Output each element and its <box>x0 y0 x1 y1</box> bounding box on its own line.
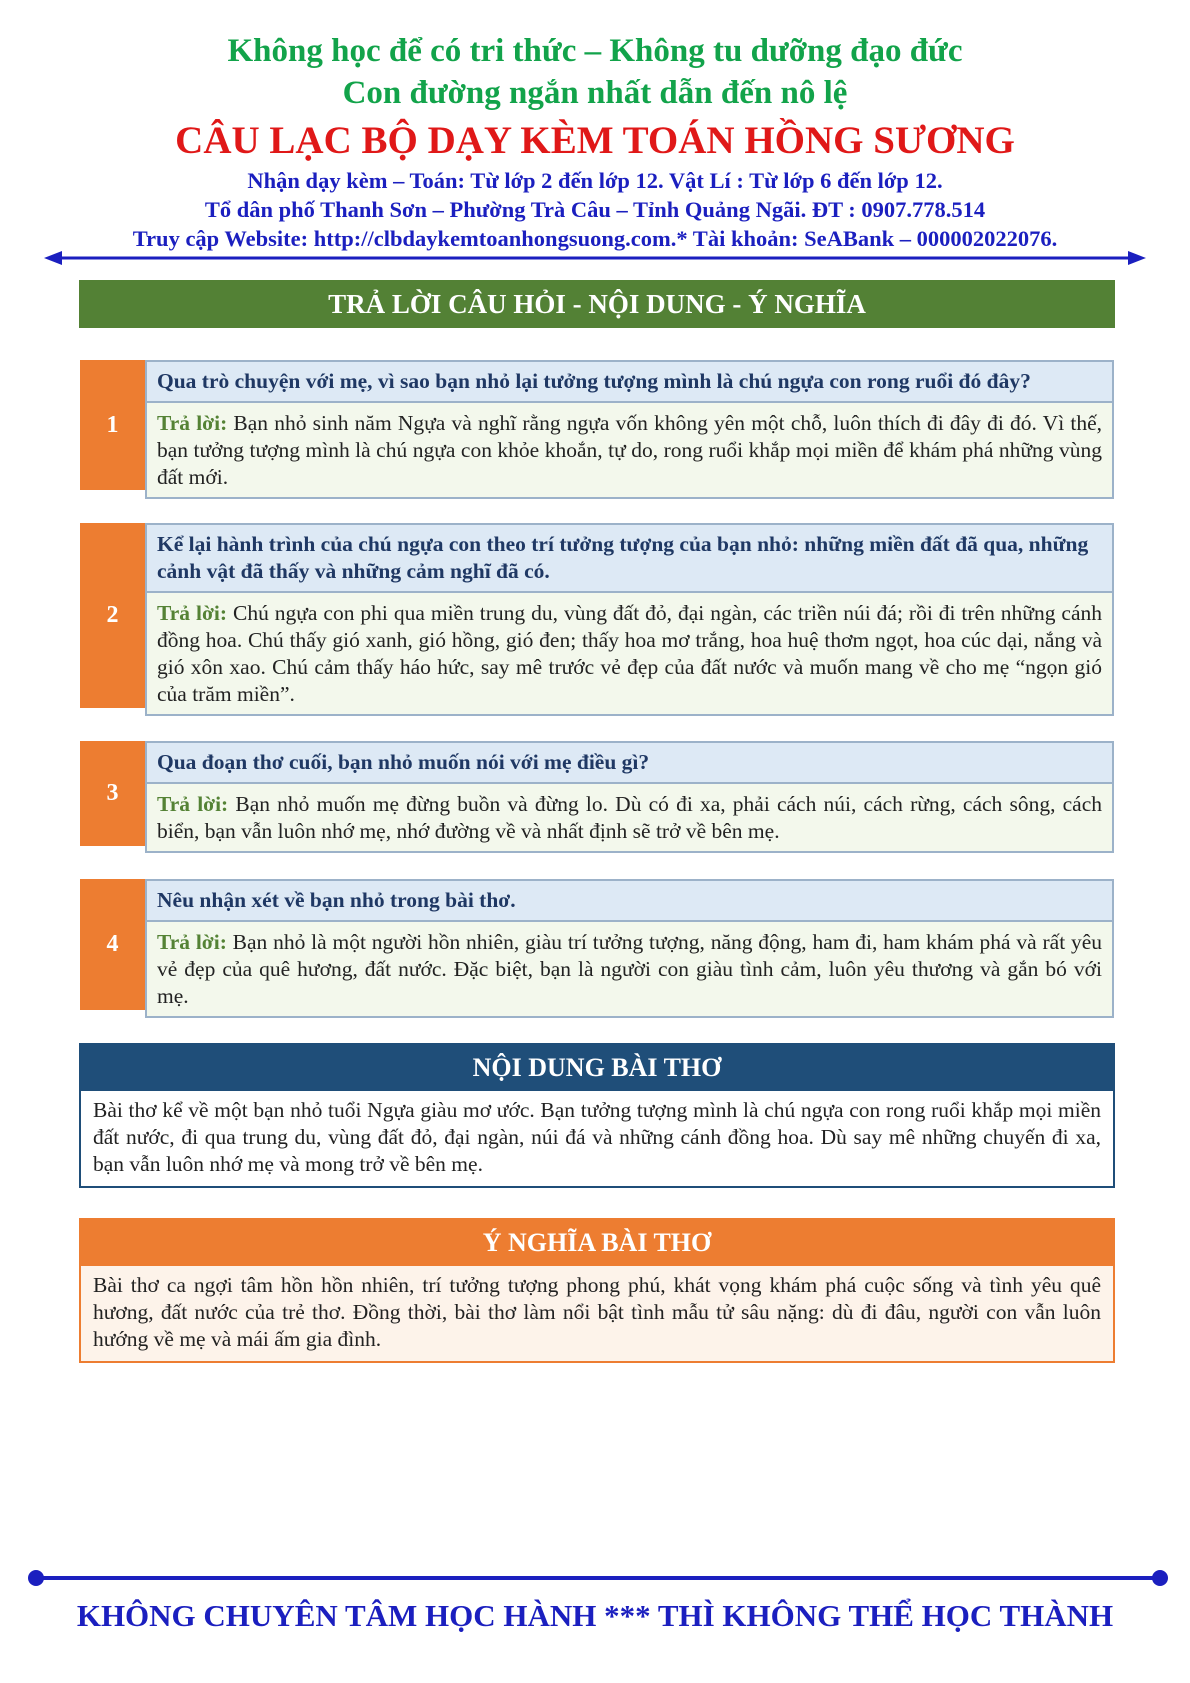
content-panel-text: Bài thơ kể về một bạn nhỏ tuổi Ngựa giàu mơ ước. Bạn tưởng tượng mình là chú ngựa con rong ruổi khắp mọi miền đất nước, đi qua trung du, vùng đất đỏ, đại ngàn, núi đá và những cánh đồng hoa. Dù say mê những chuyến đi xa, bạn vẫn luôn nhớ mẹ và mong trở về bên mẹ. <box>93 1098 1101 1176</box>
question-number: 1 <box>80 360 145 490</box>
meaning-panel-title: Ý NGHĨA BÀI THƠ <box>81 1220 1113 1266</box>
qa-item-4 <box>80 879 1114 1010</box>
question-text: Qua trò chuyện với mẹ, vì sao bạn nhỏ lại tưởng tượng mình là chú ngựa con rong ruổi đó đây? <box>145 360 1114 401</box>
answer-block <box>145 782 1114 853</box>
answer-text: Bạn nhỏ sinh năm Ngựa và nghĩ rằng ngựa vốn không yên một chỗ, luôn thích đi đây đi đó. Vì thế, bạn tưởng tượng mình là chú ngựa con khỏe khoắn, tự do, rong ruổi khắp mọi miền để khám phá những vùng đất mới. <box>157 411 1102 489</box>
answer-text: Chú ngựa con phi qua miền trung du, vùng đất đỏ, đại ngàn, các triền núi đá; rồi đi trên những cánh đồng hoa. Chú thấy gió xanh, gió hồng, gió đen; thấy hoa mơ trắng, hoa huệ thơm ngọt, hoa cúc dại, nắng và gió xôn xao. Chú cảm thấy háo hức, say mê trước vẻ đẹp của đất nước và muốn mang về cho mẹ “ngọn gió của trăm miền”. <box>157 601 1102 706</box>
qa-item-1 <box>80 360 1114 490</box>
question-text: Kể lại hành trình của chú ngựa con theo trí tưởng tượng của bạn nhỏ: những miền đất đã qua, những cảnh vật đã thấy và những cảm nghĩ đã có. <box>145 523 1114 591</box>
question-number: 3 <box>80 741 145 846</box>
slogan-line-1: Không học để có tri thức – Không tu dưỡng đạo đức <box>227 33 963 69</box>
info-line-3: Truy cập Website: http://clbdaykemtoanhongsuong.com.* Tài khoản: SeABank – 000002022076. <box>132 226 1058 251</box>
footer-divider <box>28 1568 1168 1588</box>
meaning-panel-text: Bài thơ ca ngợi tâm hồn hồn nhiên, trí tưởng tượng phong phú, khát vọng khám phá cuộc sống và tình yêu quê hương, đất nước của trẻ thơ. Đồng thời, bài thơ làm nổi bật tình mẫu tử sâu nặng: dù đi đâu, người con vẫn luôn hướng về mẹ và mái ấm gia đình. <box>81 1266 1113 1361</box>
content-panel-title: NỘI DUNG BÀI THƠ <box>81 1045 1113 1091</box>
question-text: Qua đoạn thơ cuối, bạn nhỏ muốn nói với mẹ điều gì? <box>145 741 1114 782</box>
question-text: Nêu nhận xét về bạn nhỏ trong bài thơ. <box>145 879 1114 920</box>
meaning-panel <box>79 1218 1115 1363</box>
question-number: 4 <box>80 879 145 1010</box>
slogan-line-2: Con đường ngắn nhất dẫn đến nô lệ <box>342 75 848 111</box>
content-panel <box>79 1043 1115 1188</box>
answer-block <box>145 401 1114 499</box>
section-title: TRẢ LỜI CÂU HỎI - NỘI DUNG - Ý NGHĨA <box>79 280 1115 328</box>
answer-text: Bạn nhỏ muốn mẹ đừng buồn và đừng lo. Dù có đi xa, phải cách núi, cách rừng, cách sông, cách biển, bạn vẫn luôn nhớ mẹ, nhớ đường về và nhất định sẽ trở về bên mẹ. <box>157 792 1102 843</box>
answer-label: Trả lời: <box>157 411 228 435</box>
info-line-2: Tổ dân phố Thanh Sơn – Phường Trà Câu – Tỉnh Quảng Ngãi. ĐT : 0907.778.514 <box>204 197 986 222</box>
answer-block <box>145 591 1114 716</box>
qa-item-2 <box>80 523 1114 708</box>
answer-label: Trả lời: <box>157 930 227 954</box>
answer-text: Bạn nhỏ là một người hồn nhiên, giàu trí tưởng tượng, năng động, ham đi, ham khám phá và rất yêu vẻ đẹp của quê hương, đất nước. Đặc biệt, bạn là người con giàu tình cảm, luôn yêu thương và gắn bó với mẹ. <box>157 930 1103 1008</box>
page-header <box>0 30 1190 253</box>
info-line-1: Nhận dạy kèm – Toán: Từ lớp 2 đến lớp 12. Vật Lí : Từ lớp 6 đến lớp 12. <box>247 168 943 193</box>
qa-item-3 <box>80 741 1114 846</box>
footer-motto: KHÔNG CHUYÊN TÂM HỌC HÀNH *** THÌ KHÔNG THỂ HỌC THÀNH <box>76 1598 1114 1633</box>
question-number: 2 <box>80 523 145 708</box>
answer-label: Trả lời: <box>157 792 229 816</box>
double-arrow-divider <box>44 250 1146 266</box>
answer-label: Trả lời: <box>157 601 228 625</box>
club-name: CÂU LẠC BỘ DẠY KÈM TOÁN HỒNG SƯƠNG <box>175 119 1015 162</box>
answer-block <box>145 920 1114 1018</box>
